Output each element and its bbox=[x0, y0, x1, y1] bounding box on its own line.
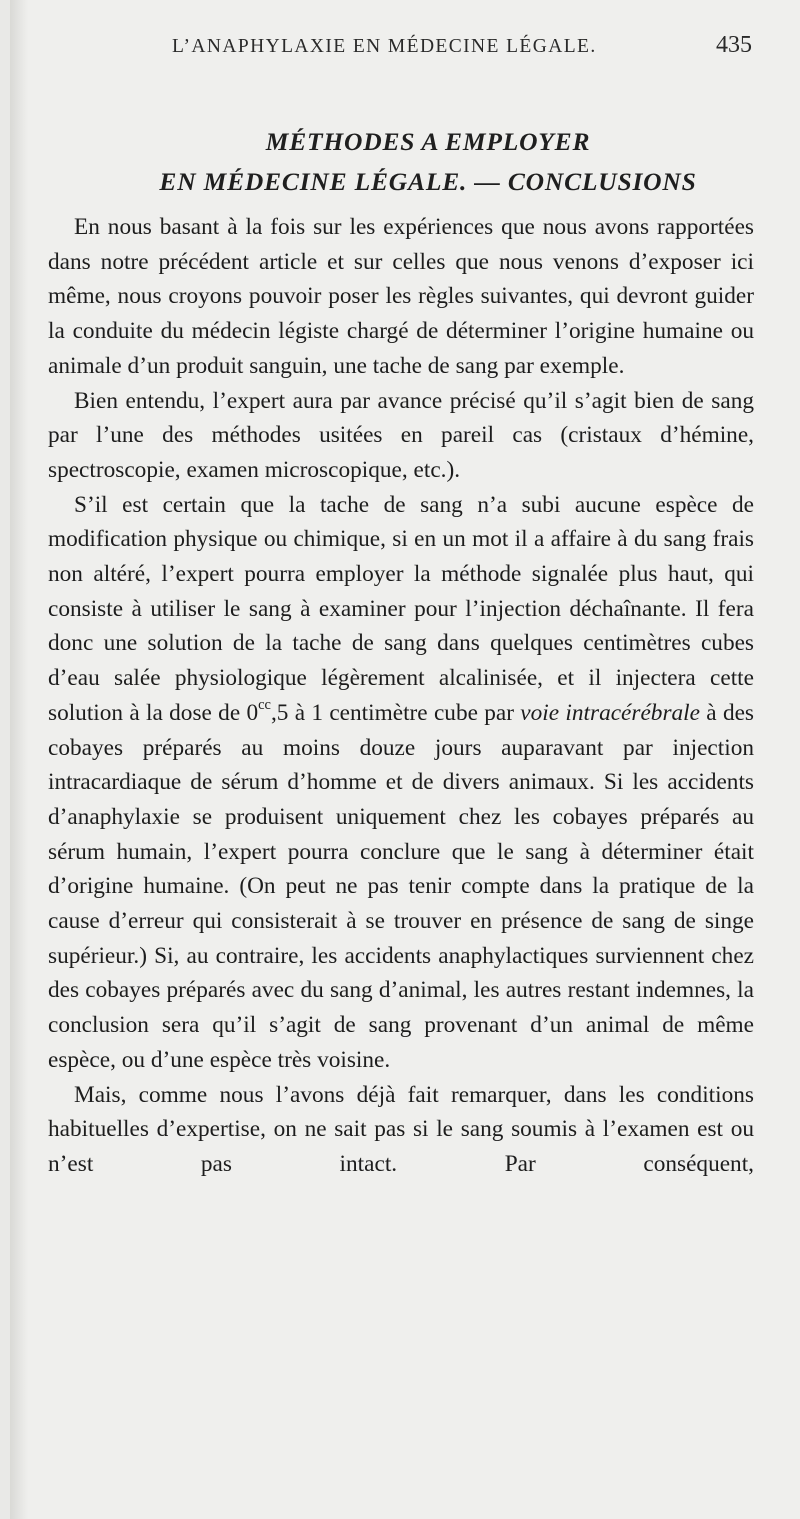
paragraph-2: Bien entendu, l’expert aura par avance précisé qu’il s’agit bien de sang par l’une des méthodes usitées en pareil cas (cristaux d’hémine, spectroscopie, examen microscopique, etc.). bbox=[48, 387, 754, 483]
paragraph-3-part-b: ,5 à 1 centimètre cube par bbox=[270, 699, 521, 726]
page-number: 435 bbox=[716, 32, 752, 58]
paragraph-3-italic: voie intracérébrale bbox=[520, 699, 700, 726]
paragraph-3-part-a: S’il est certain que la tache de sang n’a subi aucune espèce de modification physique ou chimique, si en un mot il a affaire à du sang frais non altéré, l’expert pourra employer la méthode signalée plus haut, qui consiste à utiliser le sang à examiner pour l’injection déchaînante. Il fera donc une solution de la tache de sang dans quelques centimètres cubes d’eau salée physiologique légèrement alcalinisée, et il injectera cette solution à la dose de 0 bbox=[48, 491, 754, 726]
unit-superscript: cc bbox=[258, 696, 271, 713]
section-title-line-2: EN MÉDECINE LÉGALE. — CONCLUSIONS bbox=[159, 167, 697, 196]
paragraph-1: En nous basant à la fois sur les expériences que nous avons rapportées dans notre précédent article et sur celles que nous venons d’exposer ici même, nous croyons pouvoir poser les règles suivantes, qui devront guider la conduite du médecin légiste chargé de déterminer l’origine humaine ou animale d’un produit sanguin, une tache de sang par exemple. bbox=[48, 214, 754, 379]
paragraph-3-part-c: à des cobayes préparés au moins douze jours auparavant par injection intracardiaque de sérum d’homme et de divers animaux. Si les accidents d’anaphylaxie se produisent uniquement chez les cobayes préparés au sérum humain, l’expert pourra conclure que le sang à déterminer était d’origine humaine. (On peut ne pas tenir compte dans la pratique de la cause d’erreur qui consisterait à se trouver en présence de sang de singe supérieur.) Si, au contraire, les accidents anaphylactiques surviennent chez des cobayes préparés avec du sang d’animal, les autres restant indemnes, la conclusion sera qu’il s’agit de sang provenant d’un animal de même espèce, ou d’une espèce très voisine. bbox=[48, 699, 754, 1073]
body-text bbox=[48, 210, 754, 1182]
paragraph-3 bbox=[48, 488, 754, 1078]
paragraph-4: Mais, comme nous l’avons déjà fait remarquer, dans les conditions habituelles d’expertise, on ne sait pas si le sang soumis à l’examen est ou n’est pas intact. Par conséquent, bbox=[48, 1081, 754, 1177]
section-title bbox=[48, 122, 800, 202]
section-title-line-1: MÉTHODES A EMPLOYER bbox=[265, 127, 591, 156]
running-head: L’ANAPHYLAXIE EN MÉDECINE LÉGALE. bbox=[172, 36, 597, 57]
